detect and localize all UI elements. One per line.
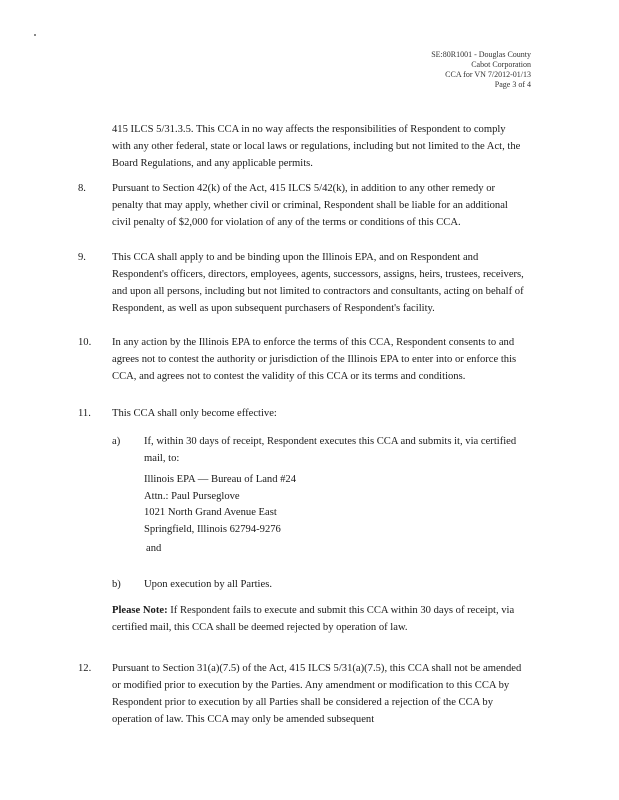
item-10-text: In any action by the Illinois EPA to enforce the terms of this CCA, Respondent consents to and agrees not to contest the authority or jurisdiction of the Illinois EPA to enter into or enforce this CCA, and agrees not to contest the validity of this CCA or its terms and conditions. <box>112 337 517 382</box>
sub-b-letter: b) <box>112 579 121 590</box>
item-11-text: This CCA shall only become effective: <box>112 408 277 419</box>
please-note <box>112 602 520 636</box>
sub-a-text: If, within 30 days of receipt, Respondent executes this CCA and submits it, via certified mail, to: <box>144 436 517 464</box>
please-note-label: Please Note: <box>112 605 168 616</box>
sub-a-letter: a) <box>112 436 121 447</box>
item-12-number: 12. <box>78 663 92 674</box>
address-line-3: 1021 North Grand Avenue East <box>144 507 277 518</box>
item-11-number: 11. <box>78 408 91 419</box>
address-line-1: Illinois EPA — Bureau of Land #24 <box>144 474 297 485</box>
item-8-number: 8. <box>78 183 86 194</box>
sub-b-text: Upon execution by all Parties. <box>144 579 272 590</box>
address-line-4: Springfield, Illinois 62794-9276 <box>144 523 281 535</box>
address-line-2: Attn.: Paul Purseglove <box>144 490 240 502</box>
item-9-number: 9. <box>78 252 86 263</box>
continued-paragraph: 415 ILCS 5/31.3.5. This CCA in no way affects the responsibilities of Respondent to comply with any other federal, state or local laws or regulations, including but not limited to the Act, the Board Regulations, and any applicable permits. <box>112 124 521 169</box>
address-block <box>144 472 296 538</box>
item-10-number: 10. <box>78 337 92 348</box>
item-9-text: This CCA shall apply to and be binding upon the Illinois EPA, and on Respondent and Respondent's officers, directors, employees, agents, successors, assigns, heirs, trustees, receivers, and upon all persons, including but not limited to contractors and consultants, acting on behalf of Respondent, as well as upon subsequent purchasers of Respondent's facility. <box>112 252 524 314</box>
page-header <box>431 50 531 90</box>
please-note-text: If Respondent fails to execute and submit this CCA within 30 days of receipt, via certified mail, this CCA shall be deemed rejected by operation of law. <box>112 605 515 633</box>
header-line-company: Cabot Corporation <box>471 60 531 69</box>
item-12-text: Pursuant to Section 31(a)(7.5) of the Act, 415 ILCS 5/31(a)(7.5), this CCA shall not be amended or modified prior to execution by the Parties. Any amendment or modification to this CCA by Respondent prior to execution by all Parties shall be considered a rejection of the CCA by operation of law. This CCA may only be amended subsequent <box>112 663 522 725</box>
header-line-page: Page 3 of 4 <box>494 80 531 89</box>
header-line-cca: CCA for VN 7/2012-01/13 <box>445 70 531 79</box>
sub-a-and: and <box>146 543 162 554</box>
item-8-text: Pursuant to Section 42(k) of the Act, 415 ILCS 5/42(k), in addition to any other remedy or penalty that may apply, whether civil or criminal, Respondent shall be liable for an additional civil penalty of $2,000 for violation of any of the terms or conditions of this CCA. <box>112 183 508 228</box>
scan-speck <box>34 34 36 36</box>
header-line-case: SE:80R1001 - Douglas County <box>431 50 531 59</box>
